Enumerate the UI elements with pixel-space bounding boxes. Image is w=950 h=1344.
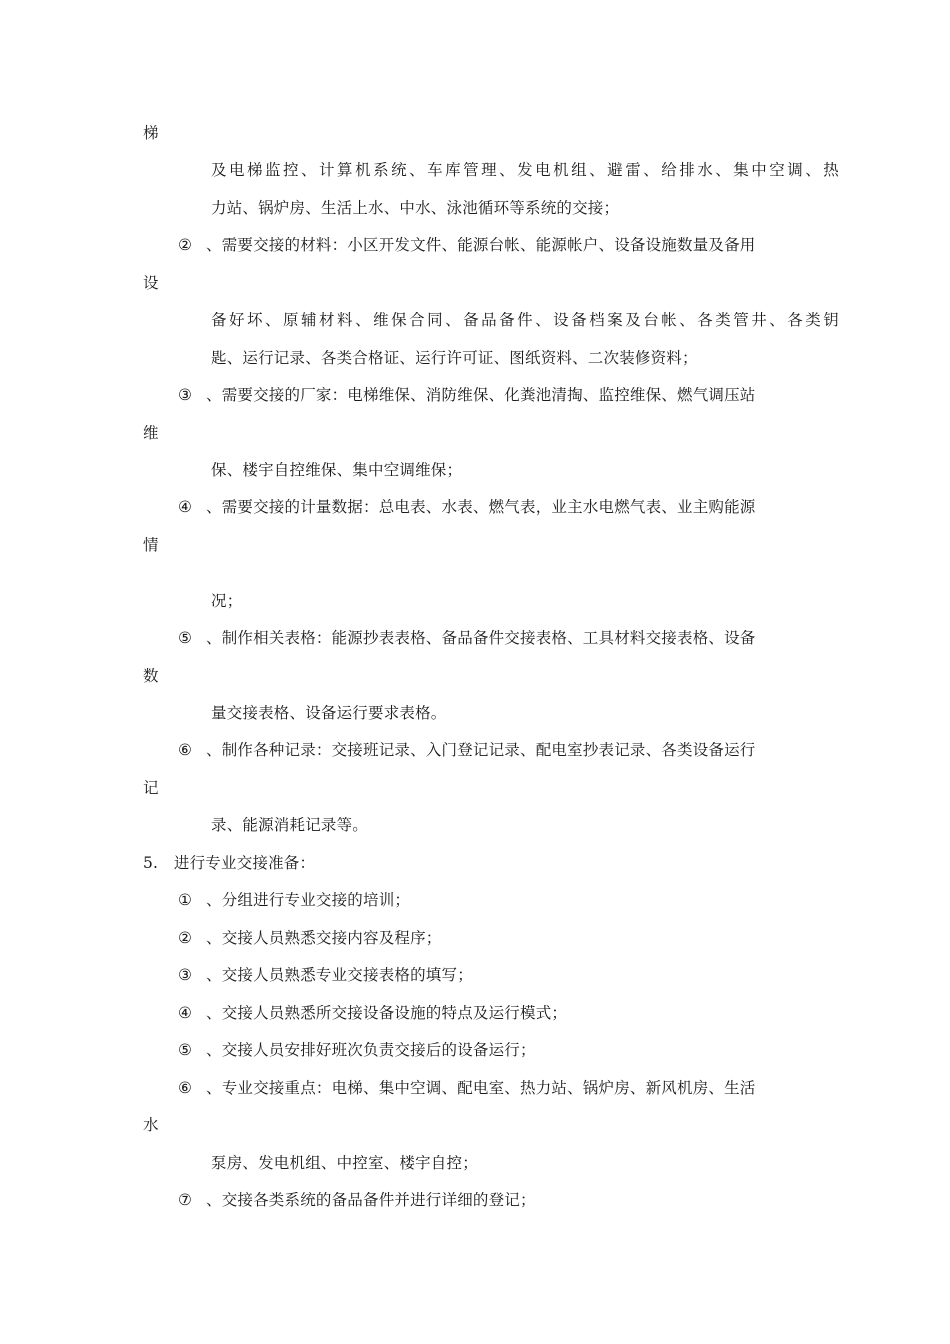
list-item — [178, 1003, 567, 1023]
item-marker: ⑤ — [178, 629, 193, 647]
item-marker: ⑥ — [178, 1079, 193, 1097]
item-text: 、交接各类系统的备品备件并进行详细的登记； — [206, 1191, 536, 1209]
text-line: 况； — [211, 592, 243, 610]
item-marker: ⑥ — [178, 741, 193, 759]
list-item — [178, 235, 756, 255]
item-marker: ③ — [178, 386, 193, 404]
item-text: 、制作相关表格：能源抄表表格、备品备件交接表格、工具材料交接表格、设备 — [206, 629, 756, 647]
item-marker: ⑦ — [178, 1191, 193, 1209]
text-line: 及电梯监控、计算机系统、车库管理、发电机组、避雷、给排水、集中空调、热 — [211, 161, 839, 179]
text-line: 备好坏、原辅材料、维保合同、备品备件、设备档案及台帐、各类管井、各类钥 — [211, 311, 839, 329]
text-line: 水 — [143, 1116, 159, 1134]
text-line: 情 — [143, 536, 159, 554]
item-text: 、交接人员熟悉专业交接表格的填写； — [206, 966, 473, 984]
item-text: 、需要交接的计量数据：总电表、水表、燃气表，业主水电燃气表、业主购能源 — [206, 498, 756, 516]
list-item — [178, 890, 410, 910]
list-item — [178, 965, 473, 985]
item-marker: ③ — [178, 966, 193, 984]
item-text: 、交接人员熟悉所交接设备设施的特点及运行模式； — [206, 1004, 568, 1022]
item-marker: ② — [178, 929, 193, 947]
item-text: 、交接人员熟悉交接内容及程序； — [206, 929, 442, 947]
text-line: 匙、运行记录、各类合格证、运行许可证、图纸资料、二次装修资料； — [211, 349, 698, 367]
item-text: 、交接人员安排好班次负责交接后的设备运行； — [206, 1041, 536, 1059]
text-line: 录、能源消耗记录等。 — [211, 816, 369, 834]
item-marker: ② — [178, 236, 193, 254]
list-item — [178, 497, 756, 517]
list-item — [178, 1190, 536, 1210]
list-item — [178, 740, 756, 760]
item-marker: ④ — [178, 498, 193, 516]
list-item — [178, 928, 442, 948]
text-line: 维 — [143, 424, 159, 442]
text-line: 泵房、发电机组、中控室、楼宇自控； — [211, 1154, 478, 1172]
item-text: 、需要交接的厂家：电梯维保、消防维保、化粪池清掏、监控维保、燃气调压站 — [206, 386, 756, 404]
text-line: 记 — [143, 779, 159, 797]
item-marker: ④ — [178, 1004, 193, 1022]
item-marker: ⑤ — [178, 1041, 193, 1059]
text-line: 力站、锅炉房、生活上水、中水、泳池循环等系统的交接； — [211, 199, 620, 217]
item-text: 、需要交接的材料：小区开发文件、能源台帐、能源帐户、设备设施数量及备用 — [206, 236, 756, 254]
list-item — [178, 385, 756, 405]
list-item — [178, 1040, 536, 1060]
text-line: 梯 — [143, 124, 159, 142]
item-text: 、制作各种记录：交接班记录、入门登记记录、配电室抄表记录、各类设备运行 — [206, 741, 756, 759]
item-marker: ① — [178, 891, 193, 909]
list-item — [178, 1078, 756, 1098]
item-text: 、分组进行专业交接的培训； — [206, 891, 411, 909]
text-line: 保、楼宇自控维保、集中空调维保； — [211, 461, 463, 479]
text-line: 量交接表格、设备运行要求表格。 — [211, 704, 447, 722]
text-line: 设 — [143, 274, 159, 292]
item-text: 、专业交接重点：电梯、集中空调、配电室、热力站、锅炉房、新风机房、生活 — [206, 1079, 756, 1097]
section-heading: 5. 进行专业交接准备： — [143, 854, 316, 872]
text-line: 数 — [143, 667, 159, 685]
list-item — [178, 628, 756, 648]
